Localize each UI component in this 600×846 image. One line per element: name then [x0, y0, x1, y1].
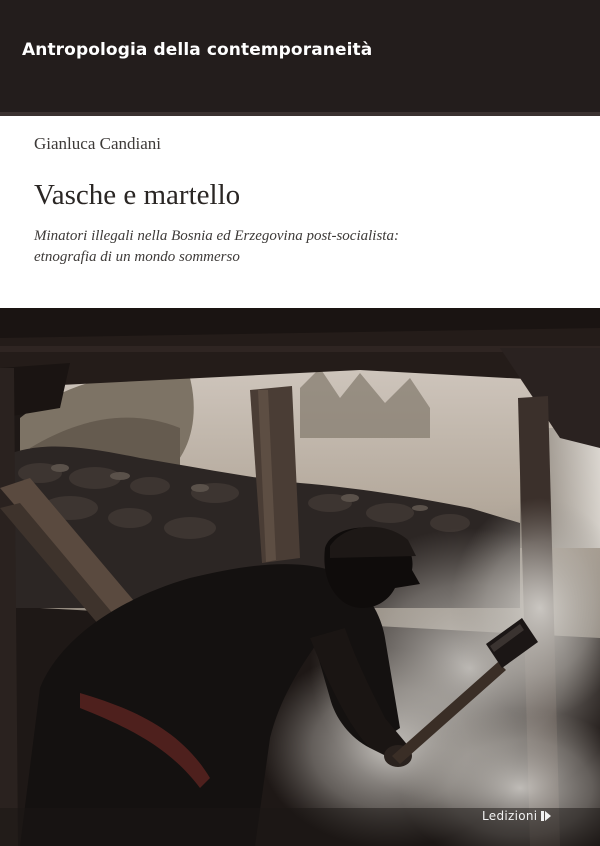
publisher-logo-icon — [541, 810, 551, 822]
series-title: Antropologia della contemporaneità — [22, 40, 373, 60]
subtitle-line: Minatori illegali nella Bosnia ed Erzegovina post-socialista: — [34, 228, 399, 244]
book-subtitle — [34, 226, 574, 268]
subtitle-line: etnografia di un mondo sommerso — [34, 249, 240, 265]
series-band — [0, 0, 600, 112]
band-divider — [0, 112, 600, 116]
author-name: Gianluca Candiani — [34, 134, 161, 153]
cover-photo — [0, 308, 600, 846]
publisher-name: Ledizioni — [482, 809, 538, 823]
publisher-logo — [482, 804, 551, 828]
book-title: Vasche e martello — [34, 179, 241, 211]
